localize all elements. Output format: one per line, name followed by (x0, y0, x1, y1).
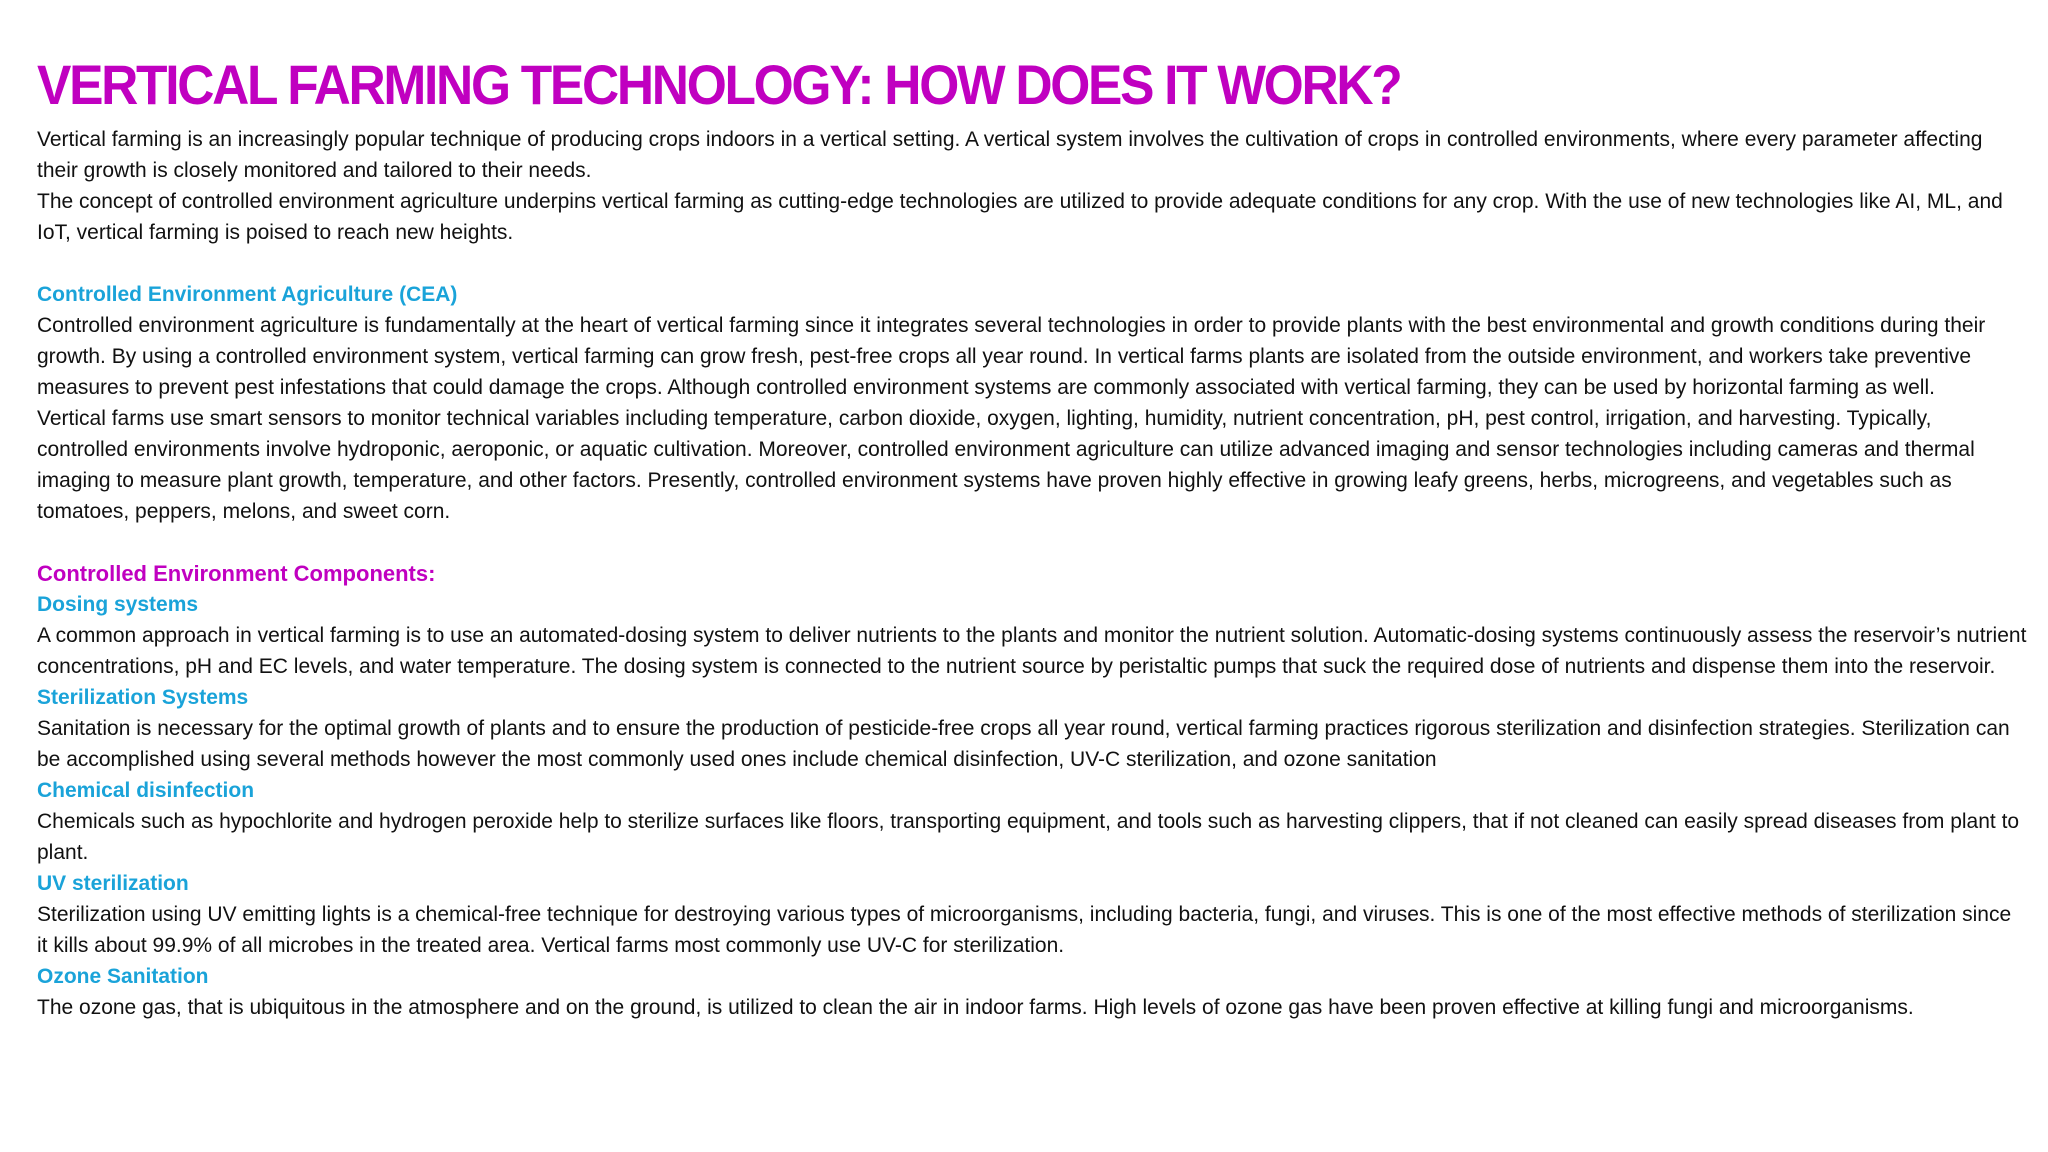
page-title: VERTICAL FARMING TECHNOLOGY: HOW DOES IT WORK? (37, 53, 1401, 116)
ozone-heading: Ozone Sanitation (37, 965, 209, 988)
intro-paragraph-1: Vertical farming is an increasingly popular technique of producing crops indoors in a vertical setting. A vertical system involves the cultivation of crops in controlled environments, where every parameter affecting their growth is closely monitored and tailored to their needs. (37, 128, 1983, 182)
chemical-text: Chemicals such as hypochlorite and hydrogen peroxide help to sterilize surfaces like floors, transporting equipment, and tools such as harvesting clippers, that if not cleaned can easily spread diseases from plant to plant. (37, 810, 2020, 864)
sterilization-text: Sanitation is necessary for the optimal growth of plants and to ensure the production of pesticide-free crops all year round, vertical farming practices rigorous sterilization and disinfection strategies. Sterilization can be accomplished using several methods however the most commonly used ones include chemical disinfection, UV-C sterilization, and ozone sanitation (37, 717, 2010, 771)
cea-paragraph-1: Controlled environment agriculture is fundamentally at the heart of vertical farming since it integrates several technologies in order to provide plants with the best environmental and growth conditions during their growth. By using a controlled environment system, vertical farming can grow fresh, pest-free crops all year round. In vertical farms plants are isolated from the outside environment, and workers take preventive measures to prevent pest infestations that could damage the crops. Although controlled environment systems are commonly associated with vertical farming, they can be used by horizontal farming as well. (37, 314, 1986, 399)
spacer (37, 527, 2027, 558)
dosing-heading: Dosing systems (37, 593, 199, 616)
chemical-heading: Chemical disinfection (37, 779, 255, 802)
uv-text: Sterilization using UV emitting lights is a chemical-free technique for destroying various types of microorganisms, including bacteria, fungi, and viruses. This is one of the most effective methods of sterilization since it kills about 99.9% of all microbes in the treated area. Vertical farms most commonly use UV-C for sterilization. (37, 903, 2012, 957)
intro-paragraph-2: The concept of controlled environment agriculture underpins vertical farming as cutting-edge technologies are utilized to provide adequate conditions for any crop. With the use of new technologies like AI, ML, and IoT, vertical farming is poised to reach new heights. (37, 190, 2003, 244)
uv-heading: UV sterilization (37, 872, 189, 895)
slide (37, 52, 2027, 1023)
components-heading: Controlled Environment Components: (37, 561, 436, 586)
sterilization-heading: Sterilization Systems (37, 686, 249, 709)
cea-heading: Controlled Environment Agriculture (CEA) (37, 283, 458, 306)
ozone-text: The ozone gas, that is ubiquitous in the atmosphere and on the ground, is utilized to clean the air in indoor farms. High levels of ozone gas have been proven effective at killing fungi and microorganisms. (37, 996, 1914, 1019)
spacer (37, 248, 2027, 279)
dosing-text: A common approach in vertical farming is to use an automated-dosing system to deliver nutrients to the plants and monitor the nutrient solution. Automatic-dosing systems continuously assess the reservoir’s nutrient concentrations, pH and EC levels, and water temperature. The dosing system is connected to the nutrient source by peristaltic pumps that suck the required dose of nutrients and dispense them into the reservoir. (37, 624, 2027, 678)
cea-paragraph-2: Vertical farms use smart sensors to monitor technical variables including temperature, carbon dioxide, oxygen, lighting, humidity, nutrient concentration, pH, pest control, irrigation, and harvesting. Typically, controlled environments involve hydroponic, aeroponic, or aquatic cultivation. Moreover, controlled environment agriculture can utilize advanced imaging and sensor technologies including cameras and thermal imaging to measure plant growth, temperature, and other factors. Presently, controlled environment systems have proven highly effective in growing leafy greens, herbs, microgreens, and vegetables such as tomatoes, peppers, melons, and sweet corn. (37, 407, 1975, 523)
